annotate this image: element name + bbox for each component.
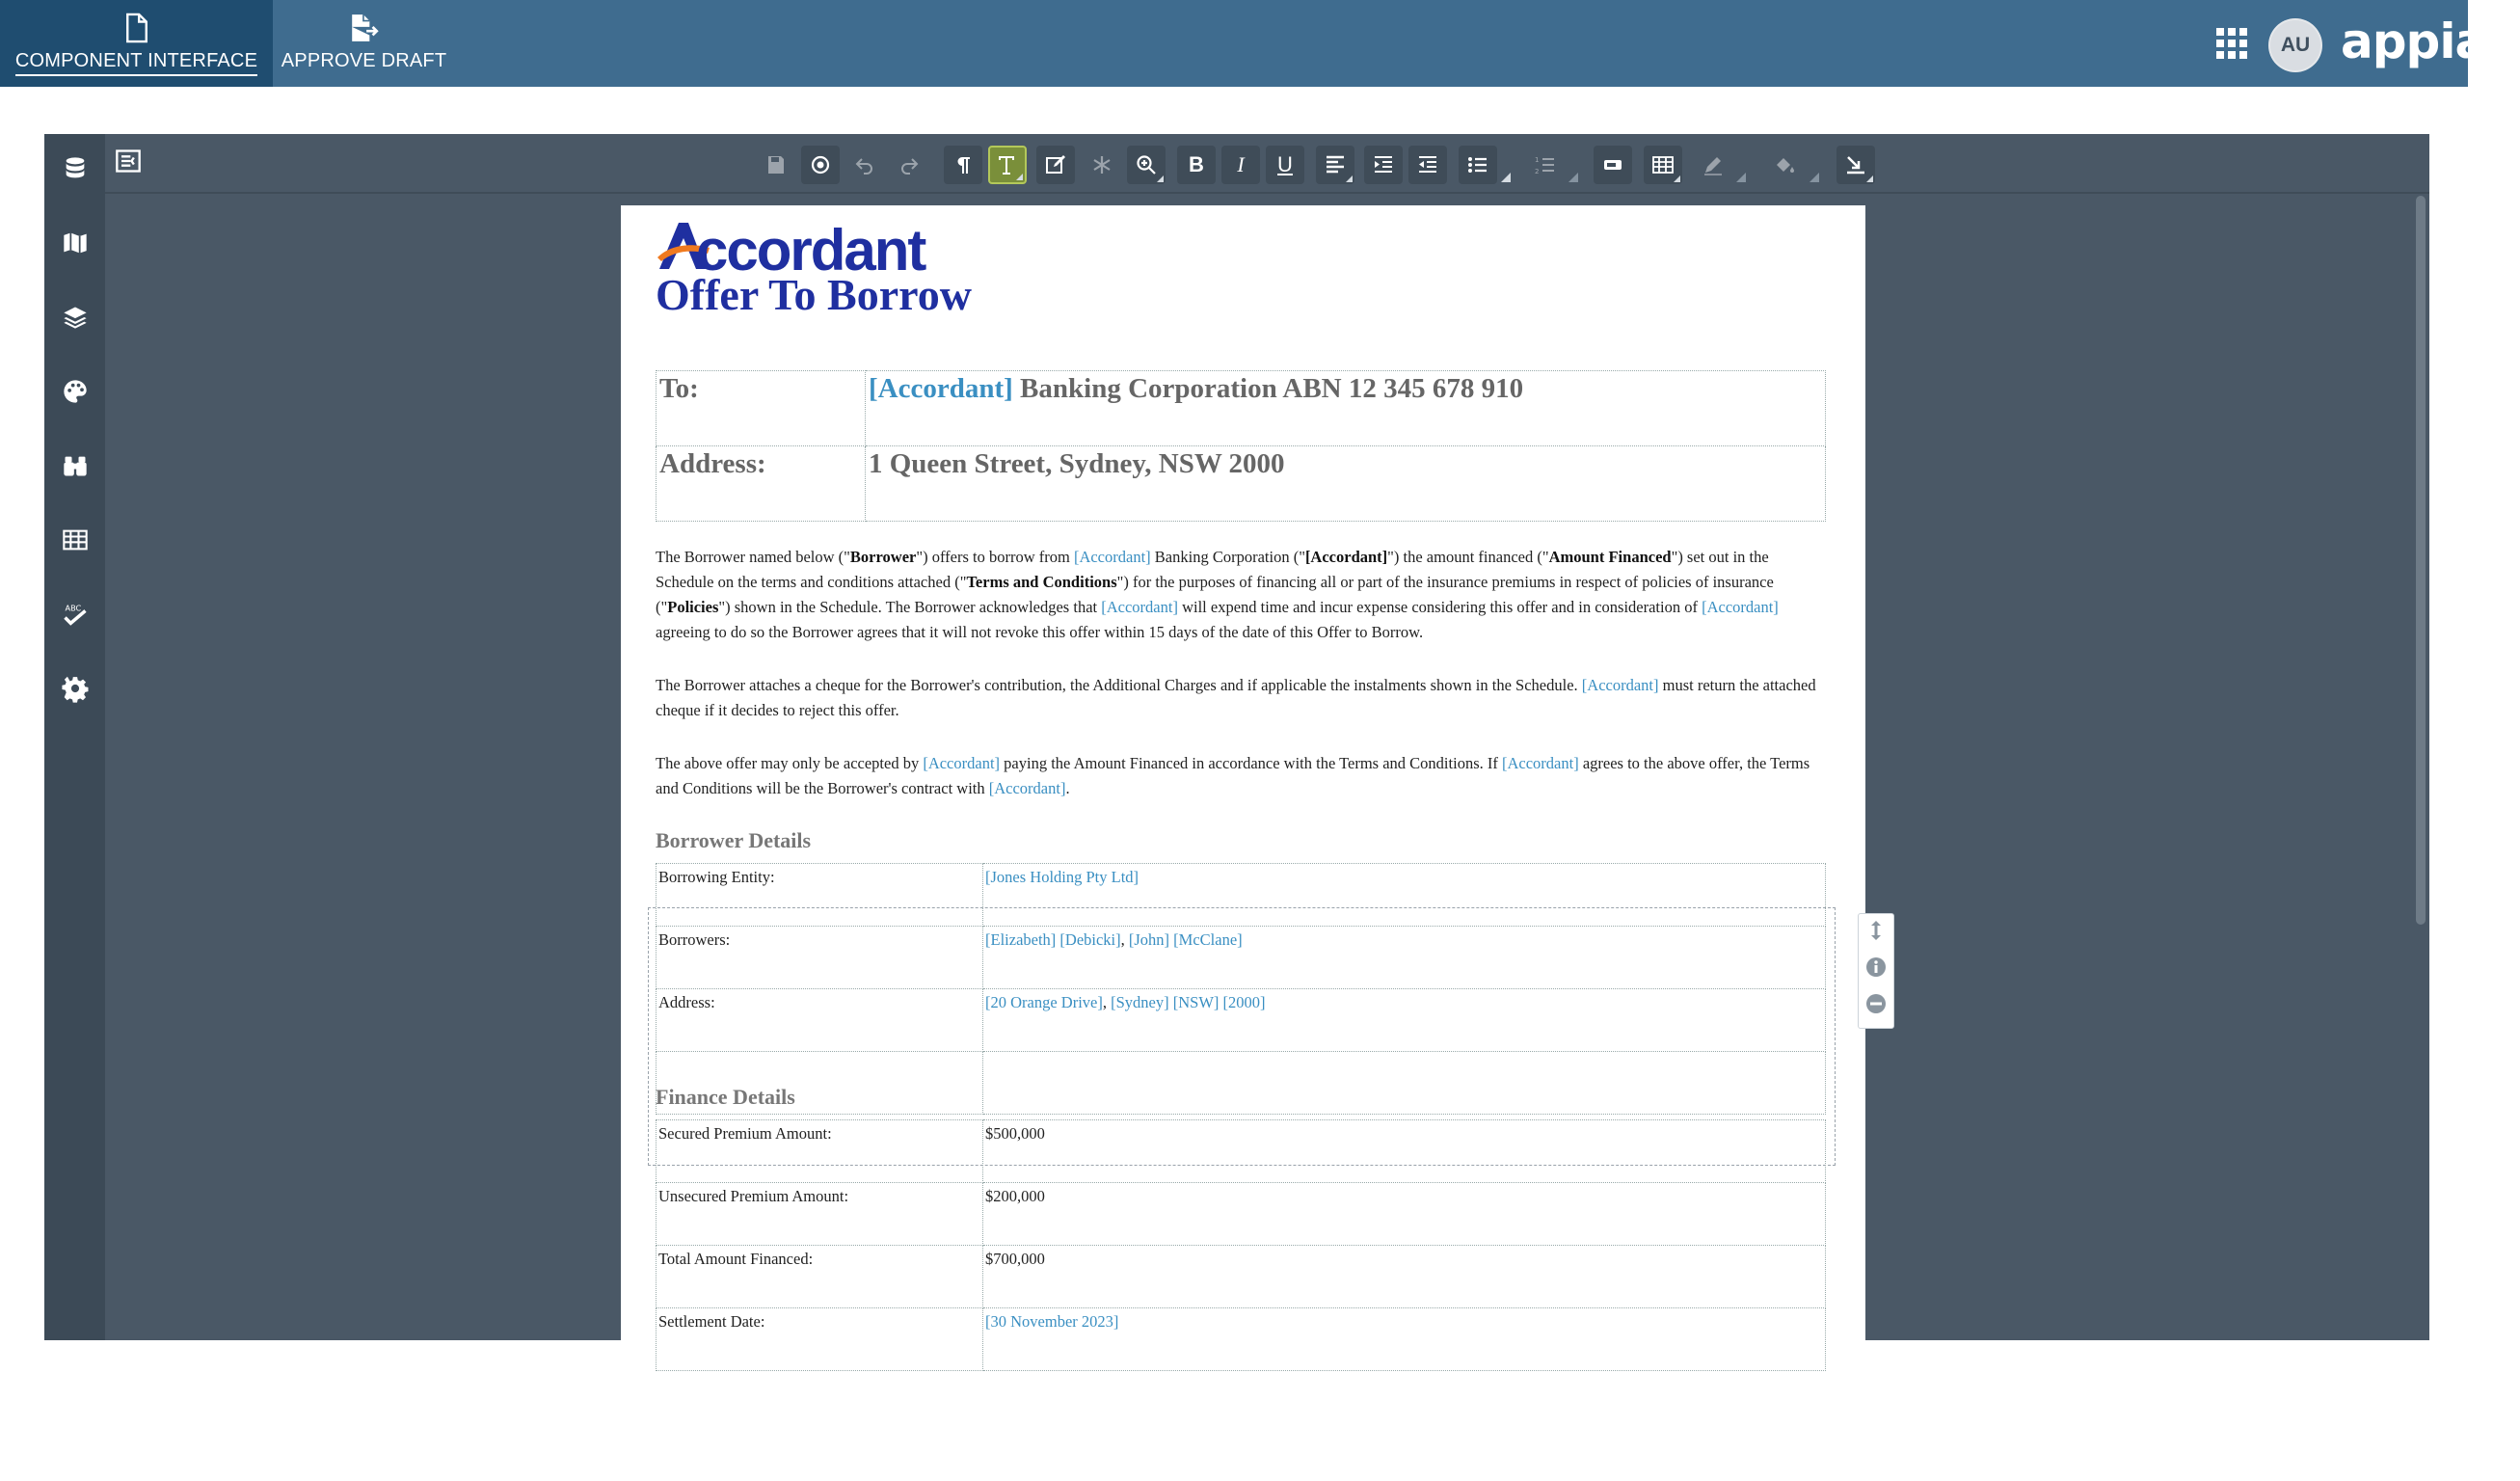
- acceptance-paragraph: [656, 751, 1828, 801]
- svg-text:ABC: ABC: [65, 603, 82, 613]
- text: ") shown in the Schedule. The Borrower acknowledges that: [718, 598, 1102, 616]
- insert-field-icon: [1601, 153, 1624, 176]
- appian-logo: appian: [2341, 13, 2520, 69]
- table-row: [657, 1308, 1826, 1371]
- finance-details-title: Finance Details: [656, 1085, 795, 1109]
- vertical-scrollbar[interactable]: [2412, 194, 2429, 1340]
- fill-icon: [1773, 153, 1796, 176]
- designer-frame: [44, 134, 2429, 1340]
- merge-field[interactable]: [Accordant]: [869, 373, 1013, 404]
- table-row: [657, 989, 1826, 1052]
- edit-button[interactable]: [1036, 146, 1075, 184]
- table-row: [657, 446, 1826, 522]
- section-controls: [1858, 913, 1894, 1029]
- top-bar: [0, 0, 2520, 87]
- scrollbar-thumb[interactable]: [2416, 196, 2426, 925]
- bold-text: Policies: [667, 598, 719, 616]
- preview-button[interactable]: [801, 146, 840, 184]
- undo-icon: [853, 153, 876, 176]
- text-style-button[interactable]: [988, 146, 1027, 184]
- info-icon[interactable]: [1865, 956, 1887, 978]
- row-value: $700,000: [983, 1246, 1826, 1308]
- text: must return the attached cheque if it decides to reject this offer.: [656, 676, 1816, 719]
- gear-icon[interactable]: [62, 675, 89, 702]
- numbered-list-icon: [1534, 153, 1557, 176]
- text: agrees to the above offer, the Terms and Conditions will be the Borrower's contract with: [656, 754, 1810, 797]
- address-label: Address:: [657, 446, 866, 522]
- text: The Borrower attaches a cheque for the Borrower's contribution, the Additional Charges and if applicable the instalments shown in the Schedule.: [656, 676, 1582, 694]
- document-icon: [124, 12, 149, 44]
- to-value-text: Banking Corporation ABN 12 345 678 910: [1012, 373, 1524, 404]
- fill-button[interactable]: [1765, 146, 1804, 184]
- merge-field[interactable]: [20 Orange Drive]: [985, 993, 1103, 1011]
- text: The above offer may only be accepted by: [656, 754, 924, 772]
- table-row: [657, 371, 1826, 446]
- redo-icon: [898, 153, 921, 176]
- table-row: [657, 1246, 1826, 1308]
- bullet-list-dropdown[interactable]: [1501, 173, 1511, 182]
- borrower-details-title: Borrower Details: [656, 828, 812, 852]
- tab-component-interface[interactable]: [0, 0, 273, 87]
- borrower-details-table[interactable]: [656, 863, 1826, 1115]
- row-value: [983, 864, 1826, 927]
- bold-text: [Accordant]: [1304, 548, 1388, 566]
- palette-icon[interactable]: [62, 378, 89, 405]
- preview-icon: [809, 153, 832, 176]
- numbered-list-button[interactable]: [1526, 146, 1565, 184]
- row-value: $500,000: [983, 1120, 1826, 1183]
- bullet-list-icon: [1466, 153, 1489, 176]
- save-button[interactable]: [757, 146, 795, 184]
- bold-icon: B: [1189, 152, 1204, 176]
- user-avatar[interactable]: AU: [2268, 18, 2322, 72]
- document-title: Offer To Borrow: [656, 270, 972, 319]
- merge-field[interactable]: [Jones Holding Pty Ltd]: [985, 868, 1139, 886]
- text: ") offers to borrow from: [916, 548, 1074, 566]
- remove-icon[interactable]: [1865, 993, 1887, 1014]
- merge-field[interactable]: [John] [McClane]: [1128, 930, 1243, 949]
- tab-label: APPROVE DRAFT: [281, 50, 447, 71]
- separator: ,: [1102, 993, 1112, 1011]
- editor-toolbar: [105, 134, 2429, 194]
- indent-decrease-icon: [1416, 153, 1439, 176]
- finance-details-table[interactable]: [656, 1119, 1826, 1371]
- insert-field-button[interactable]: [1594, 146, 1632, 184]
- tab-approve-draft[interactable]: [280, 0, 448, 87]
- document-page[interactable]: [621, 205, 1865, 1362]
- move-icon[interactable]: [1865, 920, 1887, 941]
- svg-text:2: 2: [1535, 168, 1540, 175]
- cheque-paragraph: [656, 673, 1828, 723]
- row-label: Unsecured Premium Amount:: [657, 1183, 983, 1246]
- tab-label: COMPONENT INTERFACE: [15, 50, 257, 76]
- italic-button[interactable]: [1221, 146, 1260, 184]
- bold-text: Terms and Conditions: [966, 573, 1117, 591]
- text: Banking Corporation (": [1150, 548, 1305, 566]
- merge-field[interactable]: [Accordant]: [1501, 754, 1579, 772]
- table-button[interactable]: [1644, 146, 1682, 184]
- text: .: [1065, 779, 1070, 797]
- undo-button[interactable]: [845, 146, 884, 184]
- row-label: Borrowing Entity:: [657, 864, 983, 927]
- merge-field[interactable]: [30 November 2023]: [985, 1312, 1119, 1331]
- recipient-table: [656, 370, 1826, 522]
- bold-text: Borrower: [849, 548, 917, 566]
- spellcheck-icon[interactable]: [62, 601, 89, 628]
- indent-decrease-button[interactable]: [1408, 146, 1447, 184]
- merge-field[interactable]: [Accordant]: [1073, 548, 1151, 566]
- table-row: [657, 1120, 1826, 1183]
- pen-button[interactable]: [1694, 146, 1732, 184]
- text: ") the amount financed (": [1387, 548, 1549, 566]
- text: agreeing to do so the Borrower agrees that it will not revoke this offer within 15 days of the date of this Offer to Borrow.: [656, 623, 1424, 641]
- merge-field[interactable]: [Accordant]: [1702, 598, 1779, 616]
- save-icon: [764, 153, 788, 176]
- align-icon: [1324, 153, 1347, 176]
- merge-field[interactable]: [Accordant]: [1581, 676, 1659, 694]
- row-label: Borrowers:: [657, 927, 983, 989]
- merge-field[interactable]: [Elizabeth] [Debicki]: [985, 930, 1121, 949]
- text: paying the Amount Financed in accordance with the Terms and Conditions. If: [1000, 754, 1502, 772]
- merge-field[interactable]: [Accordant]: [923, 754, 1001, 772]
- text: ") for the purposes of financing all or part of the insurance premiums in respect of policies of insurance (": [656, 573, 1774, 616]
- pen-icon: [1702, 153, 1725, 176]
- row-label: Secured Premium Amount:: [657, 1120, 983, 1183]
- fill-dropdown[interactable]: [1810, 173, 1819, 182]
- row-value: [983, 1052, 1826, 1115]
- align-button[interactable]: [1316, 146, 1354, 184]
- to-value: [866, 371, 1826, 446]
- pen-dropdown[interactable]: [1736, 173, 1746, 182]
- text: ") set out in the Schedule on the terms and conditions attached (": [656, 548, 1769, 591]
- sidebar-toggle-icon[interactable]: [115, 148, 142, 175]
- special-char-button[interactable]: [1083, 146, 1121, 184]
- table-icon[interactable]: [62, 526, 89, 553]
- insert-button[interactable]: [1836, 146, 1875, 184]
- merge-field[interactable]: [Sydney] [NSW] [2000]: [1111, 993, 1266, 1011]
- indent-increase-button[interactable]: [1364, 146, 1403, 184]
- underline-button[interactable]: [1266, 146, 1304, 184]
- table-row: [657, 927, 1826, 989]
- svg-text:1: 1: [1535, 156, 1540, 164]
- table-row: [657, 1183, 1826, 1246]
- table-icon: [1651, 153, 1675, 176]
- insert-icon: [1844, 153, 1867, 176]
- row-value: [983, 927, 1826, 989]
- merge-field[interactable]: [Accordant]: [1101, 598, 1178, 616]
- map-icon[interactable]: [62, 229, 89, 256]
- paragraph-marks-button[interactable]: [944, 146, 982, 184]
- document-export-icon: [349, 12, 380, 44]
- row-label: Address:: [657, 989, 983, 1052]
- logo-text: ccordant: [696, 218, 925, 283]
- row-value: [983, 1308, 1826, 1371]
- offer-paragraph: [656, 545, 1828, 645]
- left-rail: [44, 134, 105, 1340]
- redo-button[interactable]: [890, 146, 928, 184]
- table-row: [657, 864, 1826, 927]
- database-icon[interactable]: [62, 155, 89, 182]
- pilcrow-icon: [952, 153, 975, 176]
- text: The Borrower named below (": [656, 548, 850, 566]
- layers-icon[interactable]: [62, 304, 89, 331]
- asterisk-icon: [1090, 153, 1113, 176]
- zoom-button[interactable]: [1127, 146, 1166, 184]
- merge-field[interactable]: [Accordant]: [988, 779, 1066, 797]
- numbered-list-dropdown[interactable]: [1568, 173, 1578, 182]
- edit-icon: [1044, 153, 1067, 176]
- row-label: Total Amount Financed:: [657, 1246, 983, 1308]
- to-label: To:: [657, 371, 866, 446]
- underline-icon: U: [1277, 152, 1293, 176]
- separator: ,: [1120, 930, 1129, 949]
- bold-button[interactable]: [1177, 146, 1216, 184]
- bold-text: Amount Financed: [1548, 548, 1672, 566]
- row-value: [983, 989, 1826, 1052]
- binoculars-icon[interactable]: [62, 452, 89, 479]
- app-grid-icon[interactable]: [2215, 27, 2248, 60]
- table-row: [657, 1052, 1826, 1115]
- address-value: 1 Queen Street, Sydney, NSW 2000: [866, 446, 1826, 522]
- row-label: Settlement Date:: [657, 1308, 983, 1371]
- italic-icon: I: [1237, 152, 1245, 176]
- zoom-icon: [1135, 153, 1158, 176]
- indent-increase-icon: [1372, 153, 1395, 176]
- row-value: $200,000: [983, 1183, 1826, 1246]
- bullet-list-button[interactable]: [1459, 146, 1497, 184]
- text: will expend time and incur expense considering this offer and in consideration of: [1177, 598, 1702, 616]
